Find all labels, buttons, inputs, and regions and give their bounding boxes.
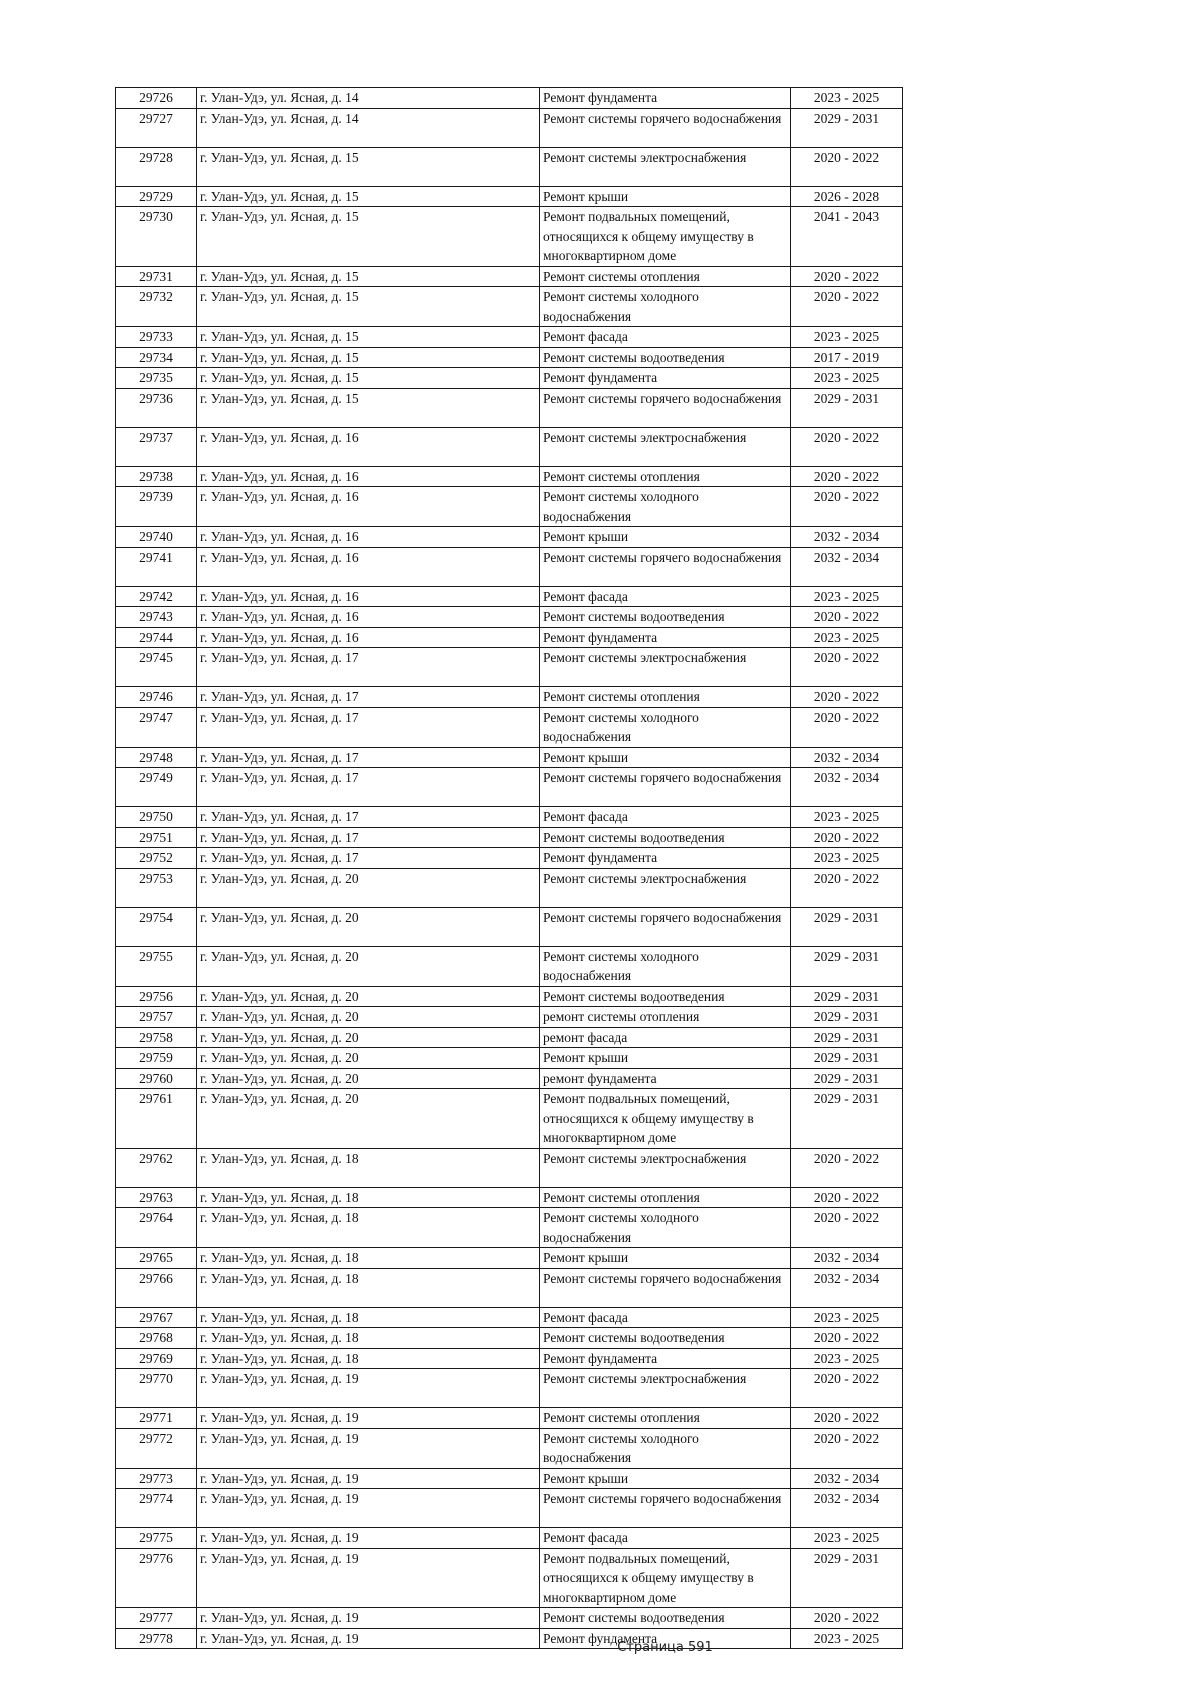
work-type-cell: Ремонт системы горячего водоснабжения xyxy=(540,768,791,807)
period-cell: 2023 - 2025 xyxy=(791,627,903,648)
work-type-cell: ремонт фасада xyxy=(540,1027,791,1048)
row-number-cell: 29741 xyxy=(116,547,197,586)
period-cell: 2023 - 2025 xyxy=(791,1628,903,1649)
period-cell: 2023 - 2025 xyxy=(791,807,903,828)
table-row xyxy=(116,287,903,327)
work-type-cell: Ремонт фасада xyxy=(540,1528,791,1549)
address-cell: г. Улан-Удэ, ул. Ясная, д. 17 xyxy=(197,707,540,747)
period-cell: 2020 - 2022 xyxy=(791,1408,903,1429)
address-cell: г. Улан-Удэ, ул. Ясная, д. 16 xyxy=(197,427,540,466)
period-cell: 2032 - 2034 xyxy=(791,1248,903,1269)
work-type-cell: Ремонт системы водоотведения xyxy=(540,347,791,368)
period-cell: 2020 - 2022 xyxy=(791,707,903,747)
address-cell: г. Улан-Удэ, ул. Ясная, д. 19 xyxy=(197,1489,540,1528)
period-cell: 2029 - 2031 xyxy=(791,1068,903,1089)
row-number-cell: 29765 xyxy=(116,1248,197,1269)
address-cell: г. Улан-Удэ, ул. Ясная, д. 15 xyxy=(197,388,540,427)
work-type-cell: Ремонт крыши xyxy=(540,1048,791,1069)
work-type-cell: Ремонт системы электроснабжения xyxy=(540,868,791,907)
table-row xyxy=(116,586,903,607)
period-cell: 2032 - 2034 xyxy=(791,1468,903,1489)
work-type-cell: Ремонт системы холодного водоснабжения xyxy=(540,487,791,527)
table-row xyxy=(116,207,903,267)
work-type-cell: Ремонт подвальных помещений, относящихся к общему имуществу в многоквартирном доме xyxy=(540,207,791,267)
period-cell: 2023 - 2025 xyxy=(791,586,903,607)
table-row xyxy=(116,907,903,946)
table-row xyxy=(116,1027,903,1048)
work-type-cell: Ремонт крыши xyxy=(540,1248,791,1269)
work-type-cell: Ремонт системы горячего водоснабжения xyxy=(540,547,791,586)
period-cell: 2032 - 2034 xyxy=(791,527,903,548)
work-type-cell: Ремонт крыши xyxy=(540,527,791,548)
period-cell: 2020 - 2022 xyxy=(791,487,903,527)
address-cell: г. Улан-Удэ, ул. Ясная, д. 19 xyxy=(197,1608,540,1629)
table-row xyxy=(116,1328,903,1349)
period-cell: 2041 - 2043 xyxy=(791,207,903,267)
work-type-cell: Ремонт фундамента xyxy=(540,368,791,389)
address-cell: г. Улан-Удэ, ул. Ясная, д. 17 xyxy=(197,768,540,807)
work-type-cell: Ремонт системы отопления xyxy=(540,266,791,287)
address-cell: г. Улан-Удэ, ул. Ясная, д. 20 xyxy=(197,1007,540,1028)
row-number-cell: 29751 xyxy=(116,827,197,848)
period-cell: 2020 - 2022 xyxy=(791,1608,903,1629)
table-row xyxy=(116,627,903,648)
address-cell: г. Улан-Удэ, ул. Ясная, д. 18 xyxy=(197,1268,540,1307)
period-cell: 2020 - 2022 xyxy=(791,427,903,466)
row-number-cell: 29760 xyxy=(116,1068,197,1089)
address-cell: г. Улан-Удэ, ул. Ясная, д. 15 xyxy=(197,368,540,389)
table-row xyxy=(116,827,903,848)
address-cell: г. Улан-Удэ, ул. Ясная, д. 16 xyxy=(197,487,540,527)
table-row xyxy=(116,1408,903,1429)
work-type-cell: Ремонт системы водоотведения xyxy=(540,986,791,1007)
period-cell: 2020 - 2022 xyxy=(791,1328,903,1349)
work-type-cell: Ремонт фундамента xyxy=(540,88,791,109)
address-cell: г. Улан-Удэ, ул. Ясная, д. 19 xyxy=(197,1528,540,1549)
row-number-cell: 29764 xyxy=(116,1208,197,1248)
period-cell: 2032 - 2034 xyxy=(791,747,903,768)
period-cell: 2020 - 2022 xyxy=(791,648,903,687)
row-number-cell: 29742 xyxy=(116,586,197,607)
period-cell: 2032 - 2034 xyxy=(791,1489,903,1528)
row-number-cell: 29731 xyxy=(116,266,197,287)
period-cell: 2020 - 2022 xyxy=(791,266,903,287)
period-cell: 2029 - 2031 xyxy=(791,986,903,1007)
address-cell: г. Улан-Удэ, ул. Ясная, д. 17 xyxy=(197,648,540,687)
address-cell: г. Улан-Удэ, ул. Ясная, д. 15 xyxy=(197,186,540,207)
table-row xyxy=(116,1528,903,1549)
address-cell: г. Улан-Удэ, ул. Ясная, д. 16 xyxy=(197,527,540,548)
work-type-cell: Ремонт системы электроснабжения xyxy=(540,1369,791,1408)
row-number-cell: 29736 xyxy=(116,388,197,427)
address-cell: г. Улан-Удэ, ул. Ясная, д. 15 xyxy=(197,266,540,287)
period-cell: 2020 - 2022 xyxy=(791,1208,903,1248)
work-type-cell: ремонт фундамента xyxy=(540,1068,791,1089)
period-cell: 2023 - 2025 xyxy=(791,368,903,389)
work-type-cell: Ремонт системы электроснабжения xyxy=(540,427,791,466)
address-cell: г. Улан-Удэ, ул. Ясная, д. 19 xyxy=(197,1428,540,1468)
row-number-cell: 29734 xyxy=(116,347,197,368)
address-cell: г. Улан-Удэ, ул. Ясная, д. 17 xyxy=(197,807,540,828)
period-cell: 2029 - 2031 xyxy=(791,1548,903,1608)
table-row xyxy=(116,368,903,389)
row-number-cell: 29778 xyxy=(116,1628,197,1649)
address-cell: г. Улан-Удэ, ул. Ясная, д. 17 xyxy=(197,747,540,768)
period-cell: 2020 - 2022 xyxy=(791,868,903,907)
row-number-cell: 29750 xyxy=(116,807,197,828)
address-cell: г. Улан-Удэ, ул. Ясная, д. 20 xyxy=(197,907,540,946)
period-cell: 2020 - 2022 xyxy=(791,1187,903,1208)
address-cell: г. Улан-Удэ, ул. Ясная, д. 14 xyxy=(197,108,540,147)
table-row xyxy=(116,607,903,628)
row-number-cell: 29759 xyxy=(116,1048,197,1069)
row-number-cell: 29737 xyxy=(116,427,197,466)
address-cell: г. Улан-Удэ, ул. Ясная, д. 15 xyxy=(197,327,540,348)
row-number-cell: 29757 xyxy=(116,1007,197,1028)
address-cell: г. Улан-Удэ, ул. Ясная, д. 15 xyxy=(197,147,540,186)
row-number-cell: 29776 xyxy=(116,1548,197,1608)
table-row xyxy=(116,1068,903,1089)
period-cell: 2020 - 2022 xyxy=(791,607,903,628)
table-row xyxy=(116,1048,903,1069)
period-cell: 2017 - 2019 xyxy=(791,347,903,368)
table-row xyxy=(116,487,903,527)
work-type-cell: Ремонт системы водоотведения xyxy=(540,1328,791,1349)
work-type-cell: Ремонт системы водоотведения xyxy=(540,607,791,628)
address-cell: г. Улан-Удэ, ул. Ясная, д. 20 xyxy=(197,1089,540,1149)
row-number-cell: 29739 xyxy=(116,487,197,527)
address-cell: г. Улан-Удэ, ул. Ясная, д. 18 xyxy=(197,1208,540,1248)
row-number-cell: 29749 xyxy=(116,768,197,807)
period-cell: 2020 - 2022 xyxy=(791,1369,903,1408)
row-number-cell: 29729 xyxy=(116,186,197,207)
work-type-cell: Ремонт системы горячего водоснабжения xyxy=(540,108,791,147)
table-row xyxy=(116,1187,903,1208)
table-row xyxy=(116,1307,903,1328)
row-number-cell: 29768 xyxy=(116,1328,197,1349)
row-number-cell: 29726 xyxy=(116,88,197,109)
period-cell: 2032 - 2034 xyxy=(791,547,903,586)
row-number-cell: 29745 xyxy=(116,648,197,687)
table-row xyxy=(116,1428,903,1468)
period-cell: 2023 - 2025 xyxy=(791,327,903,348)
address-cell: г. Улан-Удэ, ул. Ясная, д. 16 xyxy=(197,607,540,628)
work-type-cell: Ремонт фасада xyxy=(540,1307,791,1328)
work-type-cell: Ремонт фундамента xyxy=(540,627,791,648)
table-row xyxy=(116,147,903,186)
table-row xyxy=(116,388,903,427)
row-number-cell: 29769 xyxy=(116,1348,197,1369)
address-cell: г. Улан-Удэ, ул. Ясная, д. 16 xyxy=(197,466,540,487)
row-number-cell: 29740 xyxy=(116,527,197,548)
table-row xyxy=(116,1369,903,1408)
table-row xyxy=(116,327,903,348)
row-number-cell: 29727 xyxy=(116,108,197,147)
row-number-cell: 29758 xyxy=(116,1027,197,1048)
period-cell: 2023 - 2025 xyxy=(791,848,903,869)
table-row xyxy=(116,186,903,207)
work-type-cell: Ремонт системы горячего водоснабжения xyxy=(540,907,791,946)
period-cell: 2029 - 2031 xyxy=(791,388,903,427)
row-number-cell: 29762 xyxy=(116,1148,197,1187)
work-type-cell: Ремонт подвальных помещений, относящихся к общему имуществу в многоквартирном доме xyxy=(540,1089,791,1149)
address-cell: г. Улан-Удэ, ул. Ясная, д. 16 xyxy=(197,627,540,648)
work-type-cell: Ремонт фундамента xyxy=(540,1628,791,1649)
period-cell: 2029 - 2031 xyxy=(791,1048,903,1069)
address-cell: г. Улан-Удэ, ул. Ясная, д. 17 xyxy=(197,687,540,708)
address-cell: г. Улан-Удэ, ул. Ясная, д. 18 xyxy=(197,1307,540,1328)
address-cell: г. Улан-Удэ, ул. Ясная, д. 15 xyxy=(197,287,540,327)
address-cell: г. Улан-Удэ, ул. Ясная, д. 20 xyxy=(197,946,540,986)
row-number-cell: 29777 xyxy=(116,1608,197,1629)
period-cell: 2023 - 2025 xyxy=(791,1307,903,1328)
address-cell: г. Улан-Удэ, ул. Ясная, д. 14 xyxy=(197,88,540,109)
address-cell: г. Улан-Удэ, ул. Ясная, д. 16 xyxy=(197,586,540,607)
period-cell: 2032 - 2034 xyxy=(791,1268,903,1307)
row-number-cell: 29748 xyxy=(116,747,197,768)
work-type-cell: Ремонт системы отопления xyxy=(540,1408,791,1429)
table-row xyxy=(116,108,903,147)
table-row xyxy=(116,1489,903,1528)
work-type-cell: Ремонт фундамента xyxy=(540,1348,791,1369)
table-row xyxy=(116,648,903,687)
period-cell: 2020 - 2022 xyxy=(791,287,903,327)
work-type-cell: Ремонт системы холодного водоснабжения xyxy=(540,1208,791,1248)
period-cell: 2023 - 2025 xyxy=(791,1348,903,1369)
work-type-cell: Ремонт системы холодного водоснабжения xyxy=(540,1428,791,1468)
period-cell: 2023 - 2025 xyxy=(791,88,903,109)
table-body xyxy=(116,88,903,1649)
table-row xyxy=(116,687,903,708)
table-row xyxy=(116,547,903,586)
work-type-cell: Ремонт фундамента xyxy=(540,848,791,869)
row-number-cell: 29755 xyxy=(116,946,197,986)
address-cell: г. Улан-Удэ, ул. Ясная, д. 19 xyxy=(197,1468,540,1489)
table-row xyxy=(116,707,903,747)
period-cell: 2029 - 2031 xyxy=(791,1007,903,1028)
table-row xyxy=(116,986,903,1007)
period-cell: 2020 - 2022 xyxy=(791,466,903,487)
row-number-cell: 29775 xyxy=(116,1528,197,1549)
row-number-cell: 29761 xyxy=(116,1089,197,1149)
address-cell: г. Улан-Удэ, ул. Ясная, д. 16 xyxy=(197,547,540,586)
work-type-cell: Ремонт системы холодного водоснабжения xyxy=(540,946,791,986)
table-row xyxy=(116,1007,903,1028)
work-type-cell: ремонт системы отопления xyxy=(540,1007,791,1028)
row-number-cell: 29773 xyxy=(116,1468,197,1489)
address-cell: г. Улан-Удэ, ул. Ясная, д. 19 xyxy=(197,1628,540,1649)
table-row xyxy=(116,466,903,487)
period-cell: 2032 - 2034 xyxy=(791,768,903,807)
address-cell: г. Улан-Удэ, ул. Ясная, д. 19 xyxy=(197,1369,540,1408)
table-row xyxy=(116,347,903,368)
row-number-cell: 29728 xyxy=(116,147,197,186)
table-row xyxy=(116,1548,903,1608)
period-cell: 2020 - 2022 xyxy=(791,687,903,708)
row-number-cell: 29752 xyxy=(116,848,197,869)
work-type-cell: Ремонт системы водоотведения xyxy=(540,1608,791,1629)
period-cell: 2029 - 2031 xyxy=(791,1027,903,1048)
row-number-cell: 29733 xyxy=(116,327,197,348)
work-type-cell: Ремонт системы горячего водоснабжения xyxy=(540,388,791,427)
work-type-cell: Ремонт системы горячего водоснабжения xyxy=(540,1268,791,1307)
work-type-cell: Ремонт системы горячего водоснабжения xyxy=(540,1489,791,1528)
work-type-cell: Ремонт системы электроснабжения xyxy=(540,147,791,186)
address-cell: г. Улан-Удэ, ул. Ясная, д. 19 xyxy=(197,1548,540,1608)
work-type-cell: Ремонт системы водоотведения xyxy=(540,827,791,848)
table-row xyxy=(116,266,903,287)
page-number: Страница 591 xyxy=(617,1640,713,1655)
address-cell: г. Улан-Удэ, ул. Ясная, д. 20 xyxy=(197,868,540,907)
row-number-cell: 29746 xyxy=(116,687,197,708)
row-number-cell: 29735 xyxy=(116,368,197,389)
address-cell: г. Улан-Удэ, ул. Ясная, д. 20 xyxy=(197,1068,540,1089)
period-cell: 2029 - 2031 xyxy=(791,108,903,147)
row-number-cell: 29763 xyxy=(116,1187,197,1208)
row-number-cell: 29730 xyxy=(116,207,197,267)
row-number-cell: 29770 xyxy=(116,1369,197,1408)
table-row xyxy=(116,1148,903,1187)
period-cell: 2026 - 2028 xyxy=(791,186,903,207)
row-number-cell: 29771 xyxy=(116,1408,197,1429)
row-number-cell: 29738 xyxy=(116,466,197,487)
work-type-cell: Ремонт крыши xyxy=(540,1468,791,1489)
table-row xyxy=(116,1248,903,1269)
table-row xyxy=(116,946,903,986)
table-row xyxy=(116,1089,903,1149)
address-cell: г. Улан-Удэ, ул. Ясная, д. 19 xyxy=(197,1408,540,1429)
work-type-cell: Ремонт системы отопления xyxy=(540,1187,791,1208)
row-number-cell: 29743 xyxy=(116,607,197,628)
address-cell: г. Улан-Удэ, ул. Ясная, д. 18 xyxy=(197,1248,540,1269)
address-cell: г. Улан-Удэ, ул. Ясная, д. 15 xyxy=(197,207,540,267)
address-cell: г. Улан-Удэ, ул. Ясная, д. 18 xyxy=(197,1148,540,1187)
address-cell: г. Улан-Удэ, ул. Ясная, д. 17 xyxy=(197,827,540,848)
table-row xyxy=(116,747,903,768)
work-type-cell: Ремонт системы электроснабжения xyxy=(540,648,791,687)
repair-schedule-table xyxy=(115,87,903,1649)
table-row xyxy=(116,868,903,907)
row-number-cell: 29753 xyxy=(116,868,197,907)
work-type-cell: Ремонт системы электроснабжения xyxy=(540,1148,791,1187)
work-type-cell: Ремонт фасада xyxy=(540,327,791,348)
table-row xyxy=(116,1608,903,1629)
row-number-cell: 29767 xyxy=(116,1307,197,1328)
address-cell: г. Улан-Удэ, ул. Ясная, д. 15 xyxy=(197,347,540,368)
row-number-cell: 29756 xyxy=(116,986,197,1007)
address-cell: г. Улан-Удэ, ул. Ясная, д. 20 xyxy=(197,986,540,1007)
period-cell: 2023 - 2025 xyxy=(791,1528,903,1549)
work-type-cell: Ремонт системы холодного водоснабжения xyxy=(540,707,791,747)
address-cell: г. Улан-Удэ, ул. Ясная, д. 18 xyxy=(197,1348,540,1369)
period-cell: 2020 - 2022 xyxy=(791,827,903,848)
work-type-cell: Ремонт системы холодного водоснабжения xyxy=(540,287,791,327)
period-cell: 2020 - 2022 xyxy=(791,1148,903,1187)
table-row xyxy=(116,427,903,466)
work-type-cell: Ремонт фасада xyxy=(540,586,791,607)
work-type-cell: Ремонт фасада xyxy=(540,807,791,828)
address-cell: г. Улан-Удэ, ул. Ясная, д. 20 xyxy=(197,1027,540,1048)
address-cell: г. Улан-Удэ, ул. Ясная, д. 18 xyxy=(197,1328,540,1349)
address-cell: г. Улан-Удэ, ул. Ясная, д. 17 xyxy=(197,848,540,869)
address-cell: г. Улан-Удэ, ул. Ясная, д. 18 xyxy=(197,1187,540,1208)
table-row xyxy=(116,1208,903,1248)
period-cell: 2020 - 2022 xyxy=(791,1428,903,1468)
period-cell: 2029 - 2031 xyxy=(791,907,903,946)
work-type-cell: Ремонт крыши xyxy=(540,747,791,768)
table-row xyxy=(116,527,903,548)
table-row xyxy=(116,848,903,869)
row-number-cell: 29747 xyxy=(116,707,197,747)
row-number-cell: 29744 xyxy=(116,627,197,648)
work-type-cell: Ремонт системы отопления xyxy=(540,466,791,487)
table-row xyxy=(116,807,903,828)
table-row xyxy=(116,1348,903,1369)
row-number-cell: 29732 xyxy=(116,287,197,327)
row-number-cell: 29772 xyxy=(116,1428,197,1468)
row-number-cell: 29766 xyxy=(116,1268,197,1307)
row-number-cell: 29754 xyxy=(116,907,197,946)
period-cell: 2029 - 2031 xyxy=(791,1089,903,1149)
address-cell: г. Улан-Удэ, ул. Ясная, д. 20 xyxy=(197,1048,540,1069)
period-cell: 2029 - 2031 xyxy=(791,946,903,986)
table-row xyxy=(116,1268,903,1307)
work-type-cell: Ремонт подвальных помещений, относящихся к общему имуществу в многоквартирном доме xyxy=(540,1548,791,1608)
work-type-cell: Ремонт крыши xyxy=(540,186,791,207)
table-row xyxy=(116,88,903,109)
table-row xyxy=(116,1468,903,1489)
period-cell: 2020 - 2022 xyxy=(791,147,903,186)
table-row xyxy=(116,768,903,807)
row-number-cell: 29774 xyxy=(116,1489,197,1528)
work-type-cell: Ремонт системы отопления xyxy=(540,687,791,708)
